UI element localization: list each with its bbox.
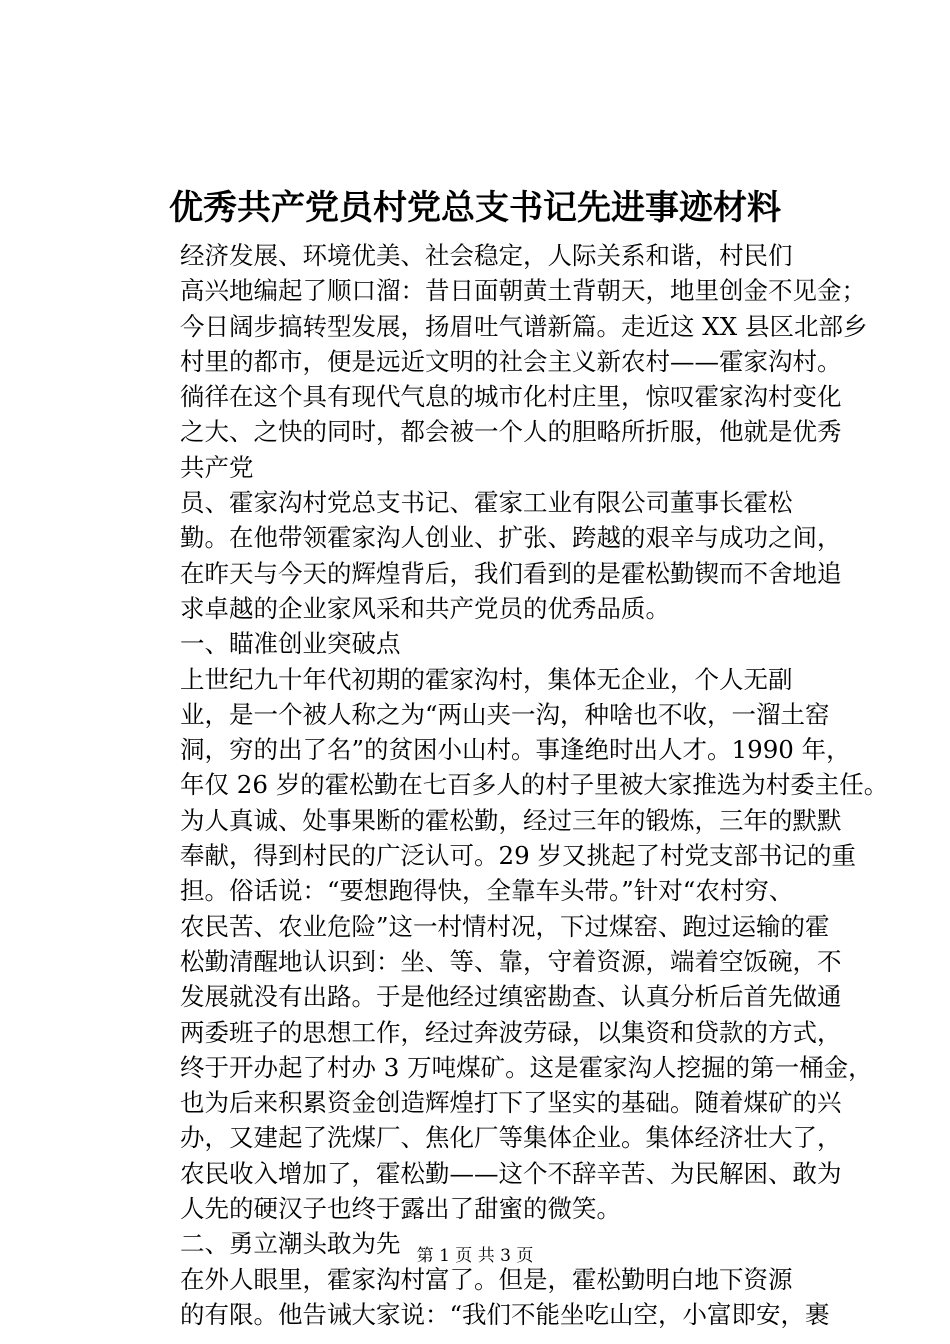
text-line: 人先的硬汉子也终于露出了甜蜜的微笑。 [180,1194,621,1224]
text-line: 农民苦、农业危险”这一村情村况，下过煤窑、跑过运输的霍 [180,911,830,941]
page-footer: 第 1 页 共 3 页 [416,1246,534,1266]
text-line: 在昨天与今天的辉煌背后，我们看到的是霍松勤锲而不舍地追 [180,558,842,588]
text-line: 的有限。他告诫大家说：“我们不能坐吃山空，小富即安，裹 [180,1299,830,1329]
text-line: 松勤清醒地认识到：坐、等、靠，守着资源，端着空饭碗，不 [180,946,842,976]
text-line: 村里的都市，便是远近文明的社会主义新农村——霍家沟村。 [180,346,842,376]
text-line: 年仅 26 岁的霍松勤在七百多人的村子里被大家推选为村委主任。 [180,770,889,800]
text-line: 之大、之快的同时，都会被一个人的胆略所折服，他就是优秀 [180,417,842,447]
text-line: 办，又建起了洗煤厂、焦化厂等集体企业。集体经济壮大了， [180,1123,842,1153]
paragraph [131,662,889,1227]
document-title: 优秀共产党员村党总支书记先进事迹材料 [169,188,781,228]
text-line: 求卓越的企业家风采和共产党员的优秀品质。 [180,593,670,623]
text-line: 二、勇立潮头敢为先 [180,1229,401,1259]
text-line: 员、霍家沟村党总支书记、霍家工业有限公司董事长霍松 [180,488,793,518]
paragraph [131,238,868,485]
text-line: 奉献，得到村民的广泛认可。29 岁又挑起了村党支部书记的重 [180,841,856,871]
text-line: 经济发展、环境优美、社会稳定，人际关系和谐，村民们 [180,241,793,270]
text-line: 为人真诚、处事果断的霍松勤，经过三年的锻炼，三年的默默 [180,805,842,835]
text-line: 担。俗话说：“要想跑得快，全靠车头带。”针对“农村穷、 [180,876,794,906]
text-line: 洞，穷的出了名”的贫困小山村。事逢绝时出人才。1990 年， [180,735,851,765]
text-line: 在外人眼里，霍家沟村富了。但是，霍松勤明白地下资源 [180,1264,793,1294]
text-line: 也为后来积累资金创造辉煌打下了坚实的基础。随着煤矿的兴 [180,1088,842,1118]
text-line: 高兴地编起了顺口溜：昔日面朝黄土背朝天，地里创金不见金； [180,276,866,306]
text-line: 上世纪九十年代初期的霍家沟村，集体无企业，个人无副 [180,664,793,694]
text-line: 终于开办起了村办 3 万吨煤矿。这是霍家沟人挖掘的第一桶金， [180,1052,873,1082]
paragraph [131,626,831,661]
text-line: 发展就没有出路。于是他经过缜密勘查、认真分析后首先做通 [180,982,842,1012]
text-line: 一、瞄准创业突破点 [180,629,401,659]
text-line: 两委班子的思想工作，经过奔波劳碌，以集资和贷款的方式， [180,1017,842,1047]
text-line: 业，是一个被人称之为“两山夹一沟，种啥也不收，一溜土窑 [180,699,830,729]
text-line: 农民收入增加了，霍松勤——这个不辞辛苦、为民解困、敢为 [180,1158,842,1188]
text-line: 今日阔步搞转型发展，扬眉吐气谱新篇。走近这 XX 县区北部乡 [180,311,868,341]
text-line: 共产党 [180,452,254,482]
text-line: 勤。在他带领霍家沟人创业、扩张、跨越的艰辛与成功之间， [180,523,842,553]
paragraph [131,1262,831,1333]
document-body [131,238,889,1332]
text-line: 徜徉在这个具有现代气息的城市化村庄里，惊叹霍家沟村变化 [180,382,842,412]
paragraph [131,485,842,626]
